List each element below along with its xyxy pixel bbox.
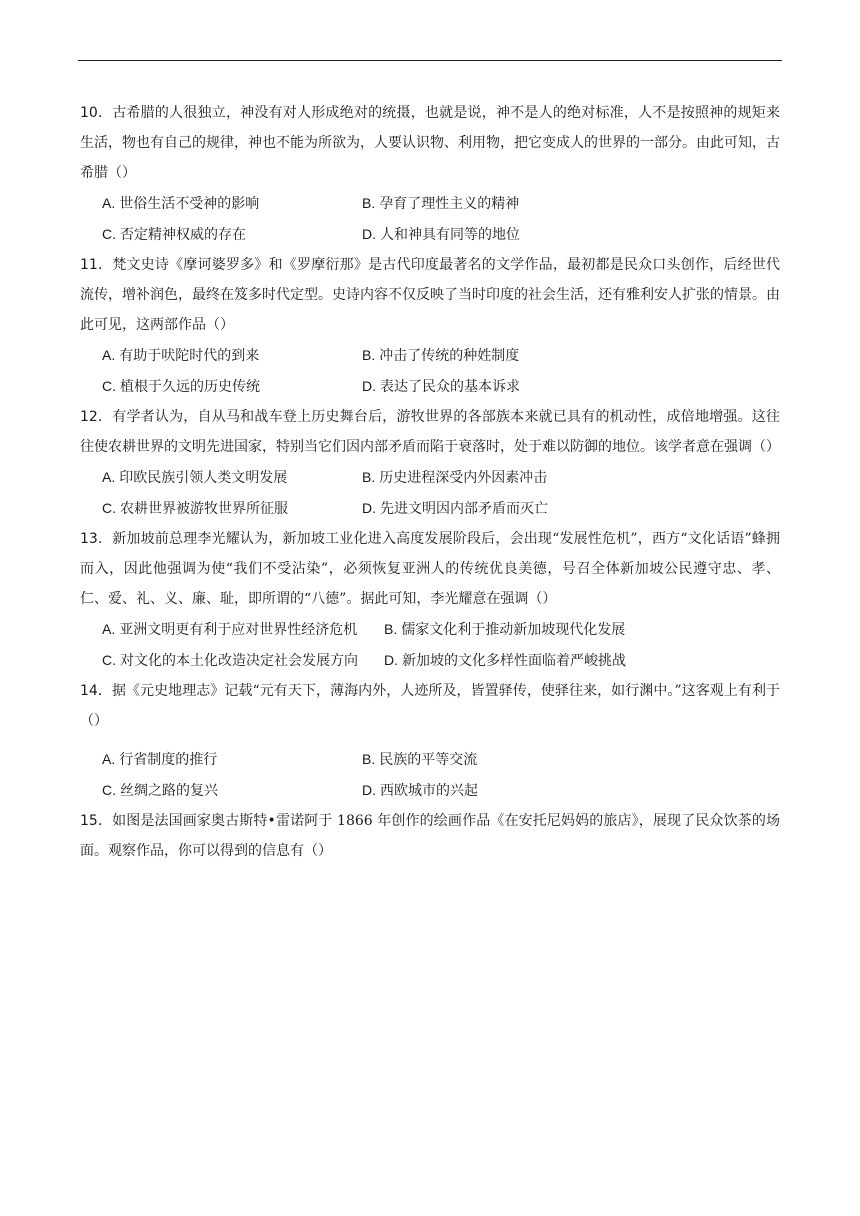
option-text: 行省制度的推行 [119,752,218,768]
option-text: 人和神具有同等的地位 [380,227,520,243]
option-letter: D. [362,500,376,516]
question-number: 11 [80,257,98,273]
option-letter: B. [362,751,376,767]
option-c[interactable] [102,775,362,806]
option-letter: A. [102,469,116,485]
header-rule [78,60,782,61]
option-letter: B. [362,469,376,485]
option-letter: C. [102,500,116,516]
option-letter: D. [362,226,376,242]
question-stem [80,250,780,340]
option-text: 表达了民众的基本诉求 [380,379,520,395]
question-text: ．据《元史地理志》记载“元有天下，薄海内外，人迹所及，皆置驿传，使驿往来，如行渊中。”这客观上有利于（） [80,683,780,729]
question-number: 13 [80,531,98,547]
option-a[interactable] [102,614,384,645]
option-letter: C. [102,782,116,798]
question-stem [80,98,780,188]
option-text: 西欧城市的兴起 [380,783,478,799]
option-text: 否定精神权威的存在 [120,227,246,243]
option-list [102,744,802,806]
question-text: ．古希腊的人很独立，神没有对人形成绝对的统摄，也就是说，神不是人的绝对标准，人不是按照神的规矩来生活，物也有自己的规律，神也不能为所欲为，人要认识物、利用物，把它变成人的世界的一部分。由此可知，古希腊（） [80,105,780,181]
option-text: 印欧民族引领人类文明发展 [119,470,288,486]
question-10 [80,98,780,250]
option-c[interactable] [102,219,362,250]
option-text: 孕育了理性主义的精神 [379,196,520,212]
option-letter: D. [384,652,398,668]
question-text: ．如图是法国画家奥古斯特•雷诺阿于 1866 年创作的绘画作品《在安托尼妈妈的旅店》，展现了民众饮茶的场面。观察作品，你可以得到的信息有（） [80,813,780,859]
option-letter: B. [362,195,376,211]
option-d[interactable] [384,645,802,676]
option-d[interactable] [362,371,802,402]
question-number: 15 [80,813,98,829]
option-list [102,340,802,402]
question-stem [80,524,780,614]
question-text: ．有学者认为，自从马和战车登上历史舞台后，游牧世界的各部族本来就已具有的机动性，成倍地增强。这往往使农耕世界的文明先进国家，特别当它们因内部矛盾而陷于衰落时，处于难以防御的地位。该学者意在强调（） [80,409,780,455]
question-number: 10 [80,105,98,121]
option-letter: A. [102,347,116,363]
question-text: ．新加坡前总理李光耀认为，新加坡工业化进入高度发展阶段后，会出现“发展性危机”，西方“文化话语”蜂拥而入，因此他强调为使“我们不受沾染”，必须恢复亚洲人的传统优良美德，号召全体新加坡公民遵守忠、孝、仁、爱、礼、义、廉、耻，即所谓的“八德”。据此可知，李光耀意在强调（） [80,531,780,607]
option-c[interactable] [102,493,362,524]
option-letter: A. [102,621,116,637]
option-b[interactable] [362,744,802,775]
option-b[interactable] [362,188,802,219]
option-text: 对文化的本土化改造决定社会发展方向 [120,653,358,669]
question-12 [80,402,780,524]
option-c[interactable] [102,371,362,402]
option-a[interactable] [102,744,362,775]
option-a[interactable] [102,340,362,371]
option-list [102,188,802,250]
option-letter: C. [102,378,116,394]
option-a[interactable] [102,462,362,493]
option-c[interactable] [102,645,384,676]
question-number: 12 [80,409,98,425]
option-d[interactable] [362,219,802,250]
option-text: 丝绸之路的复兴 [120,783,218,799]
option-text: 历史进程深受内外因素冲击 [379,470,548,486]
option-text: 农耕世界被游牧世界所征服 [120,501,288,517]
option-text: 先进文明因内部矛盾而灭亡 [380,501,548,517]
question-15 [80,806,780,866]
question-14 [80,676,780,806]
option-list [102,462,802,524]
option-letter: D. [362,378,376,394]
option-text: 新加坡的文化多样性面临着严峻挑战 [402,653,626,669]
option-letter: C. [102,652,116,668]
question-13 [80,524,780,676]
option-text: 世俗生活不受神的影响 [119,196,260,212]
question-stem [80,402,780,462]
option-a[interactable] [102,188,362,219]
option-letter: B. [384,621,398,637]
option-text: 民族的平等交流 [379,752,478,768]
option-d[interactable] [362,493,802,524]
option-letter: D. [362,782,376,798]
option-letter: A. [102,751,116,767]
option-letter: C. [102,226,116,242]
option-d[interactable] [362,775,802,806]
question-number: 14 [80,683,98,699]
question-text: ．梵文史诗《摩诃婆罗多》和《罗摩衍那》是古代印度最著名的文学作品，最初都是民众口头创作，后经世代流传，增补润色，最终在笈多时代定型。史诗内容不仅反映了当时印度的社会生活，还有雅利安人扩张的情景。由此可见，这两部作品（） [80,257,780,333]
option-text: 冲击了传统的种姓制度 [379,348,520,364]
option-b[interactable] [384,614,802,645]
option-text: 儒家文化利于推动新加坡现代化发展 [401,622,626,638]
option-letter: A. [102,195,116,211]
option-list [102,614,802,676]
question-stem [80,676,780,736]
option-b[interactable] [362,340,802,371]
question-stem [80,806,780,866]
option-text: 有助于吠陀时代的到来 [119,348,260,364]
option-letter: B. [362,347,376,363]
option-text: 亚洲文明更有利于应对世界性经济危机 [119,622,358,638]
option-b[interactable] [362,462,802,493]
option-text: 植根于久远的历史传统 [120,379,260,395]
question-list [80,98,780,866]
question-11 [80,250,780,402]
